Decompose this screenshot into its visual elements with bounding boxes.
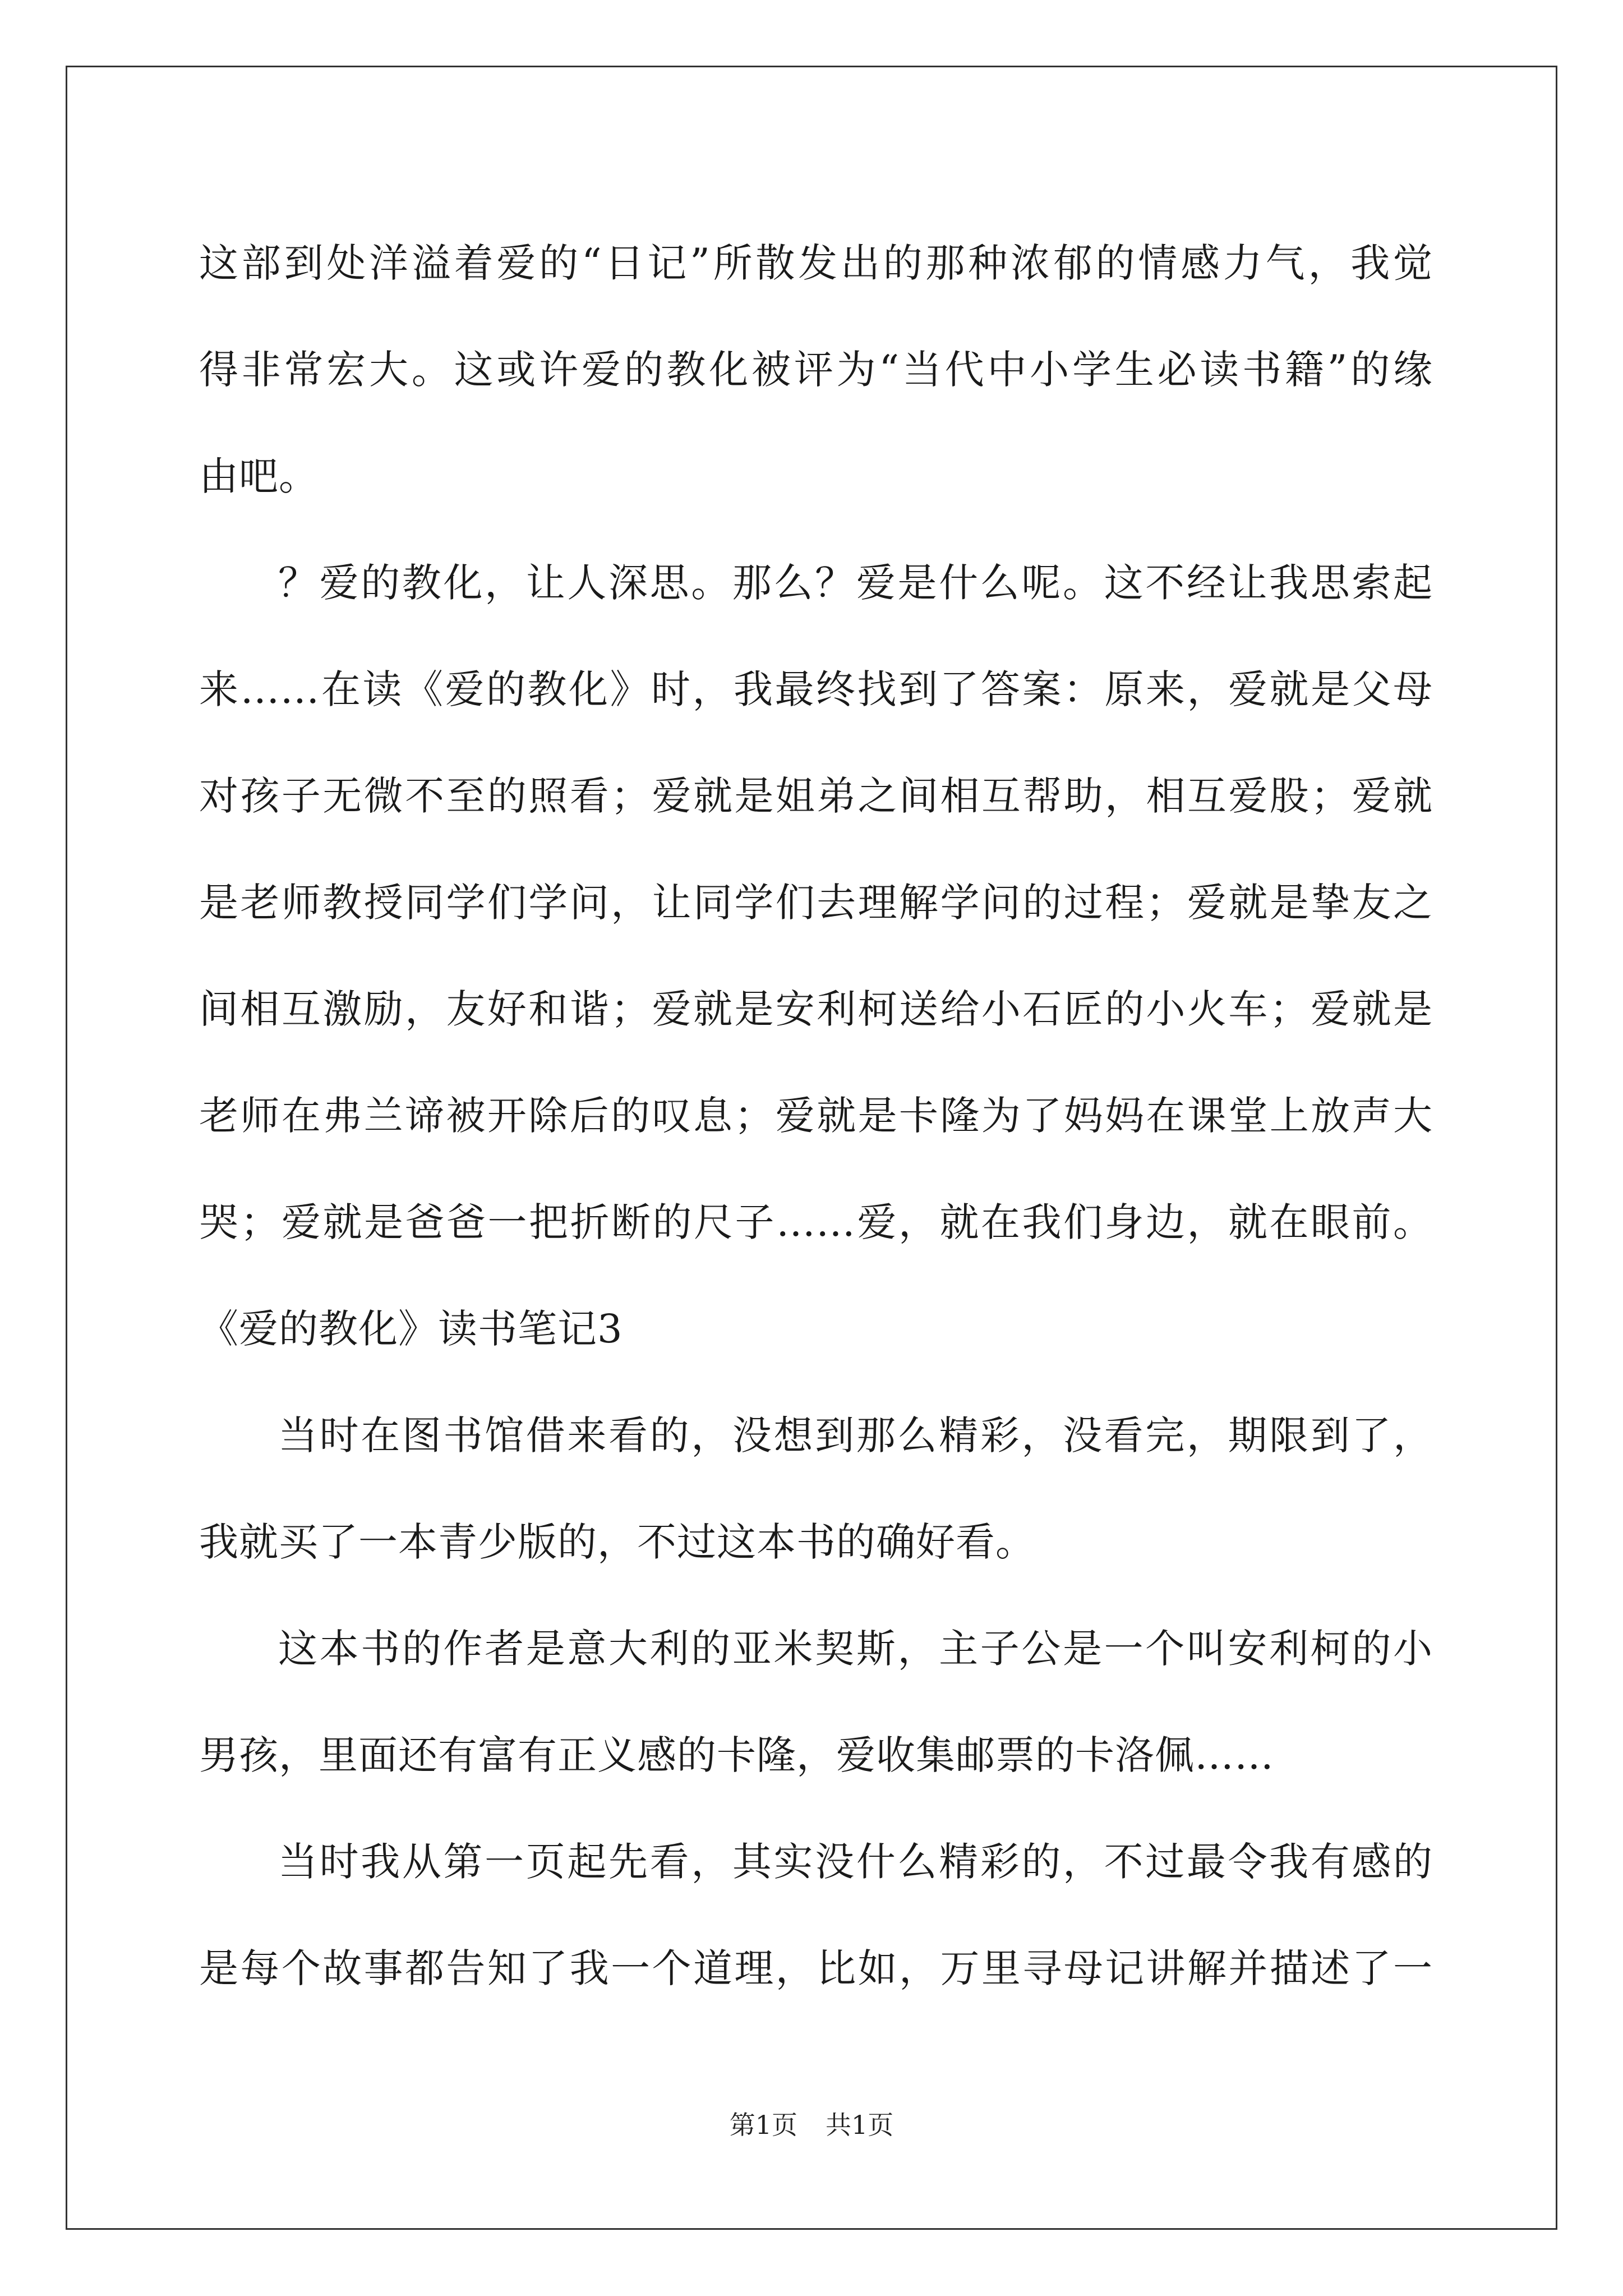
page-number: 第1页 [729, 2110, 797, 2140]
text-line: 是每个故事都告知了我一个道理，比如，万里寻母记讲解并描述了一 [199, 1945, 1433, 1991]
text-line: 我就买了一本青少版的，不过这本书的确好看。 [199, 1519, 1035, 1565]
text-line: 得非常宏大。这或许爱的教化被评为“当代中小学生必读书籍”的缘 [199, 347, 1433, 393]
text-line: 老师在弗兰谛被开除后的叹息；爱就是卡隆为了妈妈在课堂上放声大 [199, 1093, 1433, 1139]
document-body [199, 210, 1433, 2022]
paragraph-start: 当时我从第一页起先看，其实没什么精彩的，不过最令我有感的 [278, 1839, 1433, 1885]
text-line: 来……在读《爱的教化》时，我最终找到了答案：原来，爱就是父母 [199, 666, 1433, 712]
text-line: 间相互激励，友好和谐；爱就是安利柯送给小石匠的小火车；爱就是 [199, 986, 1433, 1032]
section-heading: 《爱的教化》读书笔记3 [199, 1306, 623, 1352]
paragraph-start: ？爱的教化，让人深思。那么？爱是什么呢。这不经让我思索起 [278, 560, 1433, 606]
paragraph-start: 这本书的作者是意大利的亚米契斯，主子公是一个叫安利柯的小 [278, 1626, 1433, 1672]
page-total: 共1页 [826, 2110, 894, 2140]
text-line: 由吧。 [199, 453, 319, 499]
text-line: 这部到处洋溢着爱的“日记”所散发出的那种浓郁的情感力气，我觉 [199, 240, 1433, 286]
text-line: 是老师教授同学们学问，让同学们去理解学问的过程；爱就是挚友之 [199, 880, 1433, 926]
paragraph-start: 当时在图书馆借来看的，没想到那么精彩，没看完，期限到了， [278, 1412, 1433, 1458]
text-line: 男孩，里面还有富有正义感的卡隆，爱收集邮票的卡洛佩…… [199, 1732, 1274, 1778]
page-footer [0, 2108, 1623, 2142]
text-line: 对孩子无微不至的照看；爱就是姐弟之间相互帮助，相互爱股；爱就 [199, 773, 1433, 819]
text-line: 哭；爱就是爸爸一把折断的尺子……爱，就在我们身边，就在眼前。 [199, 1199, 1433, 1245]
